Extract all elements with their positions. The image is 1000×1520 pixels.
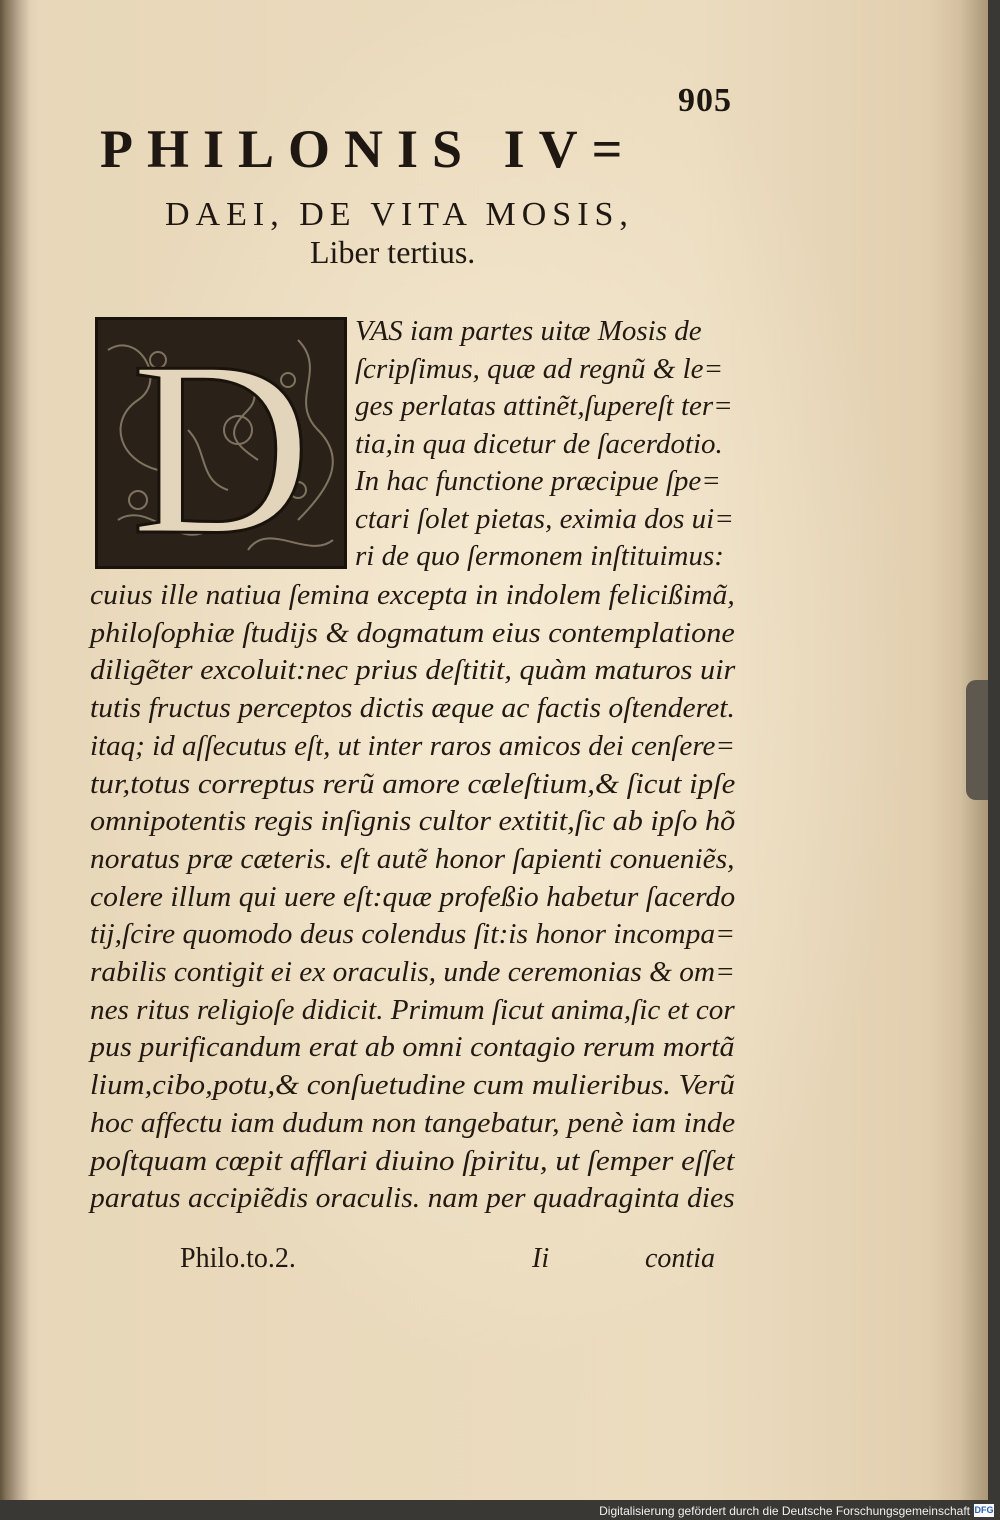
- gutter-shadow: [0, 0, 30, 1500]
- page-tab: [966, 680, 988, 800]
- text-line: rabilis contigit ei ex oraculis, unde ceremonias & om=: [90, 956, 735, 988]
- text-line: lium,cibo,potu,& conſuetudine cum mulieribus. Verũ: [90, 1069, 735, 1102]
- footer-signature-mark: Ii: [532, 1243, 550, 1274]
- text-line: hoc affectu iam dudum non tangebatur, penè iam inde: [90, 1106, 736, 1139]
- decorated-initial: [95, 317, 347, 569]
- text-line: colere illum qui uere eſt:quæ profeßio habetur ſacerdo: [90, 880, 736, 913]
- text-line: tutis fructus perceptos dictis æque ac factis oſtenderet.: [90, 692, 735, 725]
- decorated-initial-art: [98, 320, 344, 566]
- title-line-1: PHILONIS IV=: [100, 119, 637, 179]
- text-line: ges perlatas attinẽt,ſupereſt ter=: [355, 390, 733, 422]
- footer-catchword: contia: [645, 1243, 715, 1274]
- text-line: In hac functione præcipue ſpe=: [355, 465, 721, 497]
- text-line: omnipotentis regis inſignis cultor extitit,ſic ab ipſo hõ: [90, 805, 736, 838]
- footer-signature: Philo.to.2.: [180, 1243, 296, 1274]
- title-line-3: Liber tertius.: [310, 234, 476, 270]
- text-line: tia,in qua dicetur de ſacerdotio.: [355, 427, 723, 460]
- text-line: cuius ille natiua ſemina excepta in indolem felicißimã,: [90, 579, 735, 611]
- text-line: pus purificandum erat ab omni contagio rerum mortã: [90, 1031, 735, 1064]
- text-line: tur,totus correptus rerũ amore cæleſtium,& ſicut ipſe: [90, 767, 736, 800]
- text-line: diligẽter excoluit:nec prius deſtitit, quàm maturos uir: [90, 654, 736, 687]
- text-line: ri de quo ſermonem inſtituimus:: [355, 540, 724, 572]
- title-line-2: DAEI, DE VITA MOSIS,: [165, 196, 634, 233]
- text-line: tij,ſcire quomodo deus colendus ſit:is honor incompa=: [90, 918, 736, 951]
- text-line: ſcripſimus, quæ ad regnũ & le=: [355, 352, 724, 385]
- dfg-logo: DFG: [974, 1505, 994, 1515]
- text-line: philoſophiæ ſtudijs & dogmatum eius contemplatione: [90, 616, 735, 649]
- text-line: noratus præ cæteris. eſt autẽ honor ſapienti conueniẽs,: [90, 842, 735, 875]
- digitization-notice: Digitalisierung gefördert durch die Deutsche Forschungsgemeinschaft: [599, 1504, 970, 1518]
- folio-number: 905: [678, 82, 732, 119]
- initial-letter: D: [130, 320, 312, 566]
- text-line: paratus accipiẽdis oraculis. nam per quadraginta dies: [90, 1182, 735, 1215]
- text-line: VAS iam partes uitæ Mosis de: [355, 315, 702, 347]
- text-line: poſtquam cœpit afflari diuino ſpiritu, ut ſemper eſſet: [90, 1144, 735, 1177]
- text-line: nes ritus religioſe didicit. Primum ſicut anima,ſic et cor: [90, 993, 735, 1026]
- text-line: ctari ſolet pietas, eximia dos ui=: [355, 502, 734, 535]
- digitization-bar: [0, 1500, 1000, 1520]
- text-line: itaq; id aſſecutus eſt, ut inter raros amicos dei cenſere=: [90, 729, 736, 762]
